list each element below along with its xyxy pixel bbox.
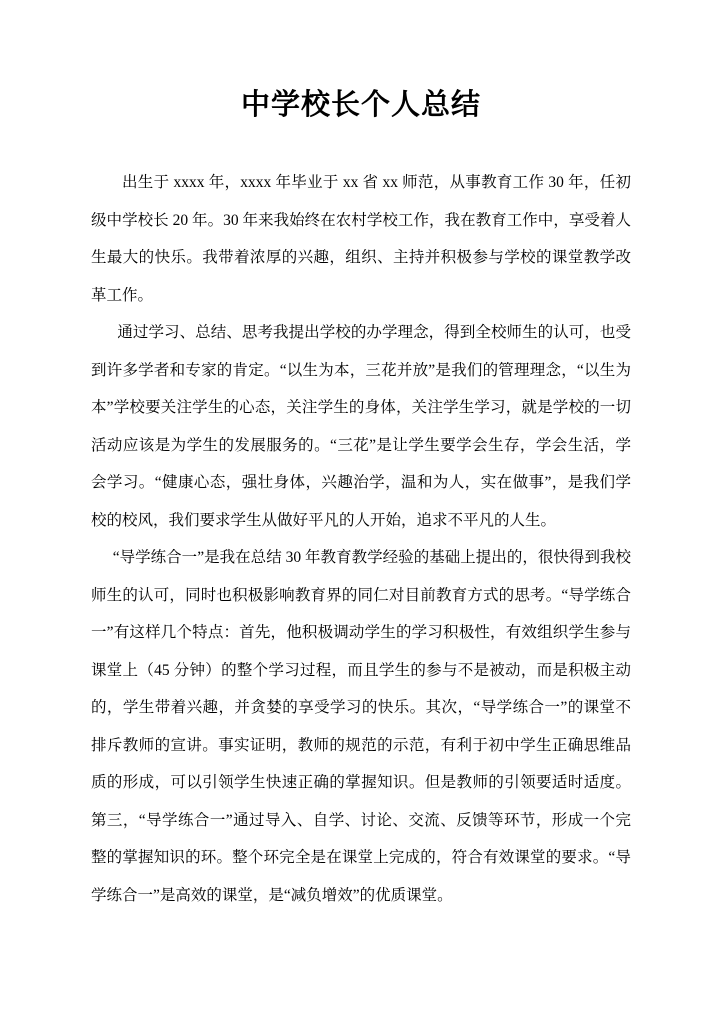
paragraph-teaching-method: “导学练合一”是我在总结 30 年教育教学经验的基础上提出的，很快得到我校师生的认可，同时也积极影响教育界的同仁对目前教育方式的思考。“导学练合一”有这样几个特点：首先，他积极调动学生的学习积极性，有效组织学生参与课堂上（45 分钟）的整个学习过程，而且学生的参与不是被动，而是积极主动的，学生带着兴趣，并贪婪的享受学习的快乐。其次，“导学练合一”的课堂不排斥教师的宣讲。事实证明，教师的规范的示范，有利于初中学生正确思维品质的形成，可以引领学生快速正确的掌握知识。但是教师的引领要适时适度。第三，“导学练合一”通过导入、自学、讨论、交流、反馈等环节，形成一个完整的掌握知识的环。整个环完全是在课堂上完成的，符合有效课堂的要求。“导学练合一”是高效的课堂，是“减负增效”的优质课堂。: [91, 549, 631, 904]
paragraph-intro: 出生于 xxxx 年，xxxx 年毕业于 xx 省 xx 师范，从事教育工作 30 年，任初级中学校长 20 年。30 年来我始终在农村学校工作，我在教育工作中，享受着人生最大的快乐。我带着浓厚的兴趣，组织、主持并积极参与学校的课堂教学改革工作。: [91, 174, 631, 304]
paragraph-philosophy: 通过学习、总结、思考我提出学校的办学理念，得到全校师生的认可，也受到许多学者和专家的肯定。“以生为本，三花并放”是我们的管理理念，“以生为本”学校要关注学生的心态，关注学生的身体，关注学生学习，就是学校的一切活动应该是为学生的发展服务的。“三花”是让学生要学会生存，学会生活，学会学习。“健康心态，强壮身体，兴趣治学，温和为人，实在做事”，是我们学校的校风，我们要求学生从做好平凡的人开始，追求不平凡的人生。: [91, 324, 631, 529]
document-body: [91, 164, 631, 914]
document-title: 中学校长个人总结: [240, 89, 481, 121]
